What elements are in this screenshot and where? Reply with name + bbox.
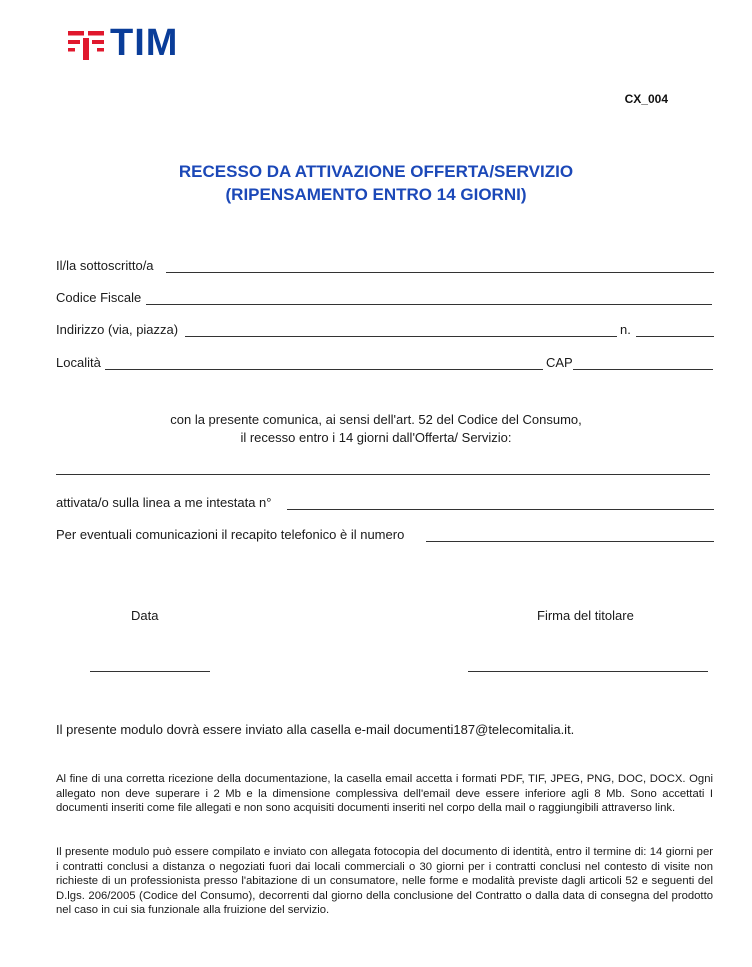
page-title [0,160,752,206]
communication-text [0,411,752,447]
label-codice-fiscale: Codice Fiscale [56,290,142,305]
label-linea: attivata/o sulla linea a me intestata n° [56,495,272,510]
input-sottoscritto[interactable] [166,272,714,273]
document-code: CX_004 [624,92,668,106]
input-localita[interactable] [105,369,543,370]
input-codice-fiscale[interactable] [146,304,712,305]
label-cap: CAP [546,355,573,370]
input-linea[interactable] [287,509,714,510]
paragraph-terms: Il presente modulo può essere compilato e inviato con allegata fotocopia del documento di identità, entro il termine di: 14 giorni per i contratti conclusi a distanza o negoziati fuori dai locali commerciali o 30 giorni per i contratti conclusi nel contesto di visite non richieste di un professionista presso l'abitazione di un consumatore, nelle forme e modalità previste dagli articoli 52 e seguenti del D.lgs. 206/2005 (Codice del Consumo), decorrenti dal giorno della conclusione del Contratto o dalla data di consegna del prodotto nel caso in cui sia funzionale alla fruizione del servizio. [56,846,713,917]
input-indirizzo[interactable] [185,336,617,337]
label-sottoscritto: Il/la sottoscritto/a [56,258,154,273]
input-numero[interactable] [636,336,714,337]
label-localita: Località [56,355,101,370]
email-note: Il presente modulo dovrà essere inviato alla casella e-mail documenti187@telecomitalia.it. [56,722,575,737]
label-data: Data [131,608,159,623]
input-offerta-servizio[interactable] [56,474,710,475]
communication-line-2: il recesso entro i 14 giorni dall'Offerta/ Servizio: [240,430,512,445]
title-line-1: RECESSO DA ATTIVAZIONE OFFERTA/SERVIZIO [178,162,574,181]
input-firma[interactable] [468,671,708,672]
communication-line-1: con la presente comunica, ai sensi dell'art. 52 del Codice del Consumo, [170,412,582,427]
label-firma: Firma del titolare [537,608,634,623]
title-line-2: (RIPENSAMENTO ENTRO 14 GIORNI) [225,185,527,204]
tim-logo-mark-icon [68,28,106,62]
input-data[interactable] [90,671,210,672]
input-recapito[interactable] [426,541,714,542]
paragraph-formats: Al fine di una corretta ricezione della documentazione, la casella email accetta i formati PDF, TIF, JPEG, PNG, DOC, DOCX. Ogni allegato non deve superare i 2 Mb e la dimensione complessiva dell'email deve essere inferiore agli 8 Mb. Sono accettati I documenti inseriti come file allegati e non sono acquisiti documenti inseriti nel corpo della mail o raggiungibili attraverso link. [56,773,713,815]
input-cap[interactable] [573,369,713,370]
label-recapito: Per eventuali comunicazioni il recapito telefonico è il numero [56,527,405,542]
tim-logo [68,22,186,64]
label-numero: n. [620,322,631,337]
label-indirizzo: Indirizzo (via, piazza) [56,322,179,337]
tim-logo-text: TIM [110,22,179,64]
